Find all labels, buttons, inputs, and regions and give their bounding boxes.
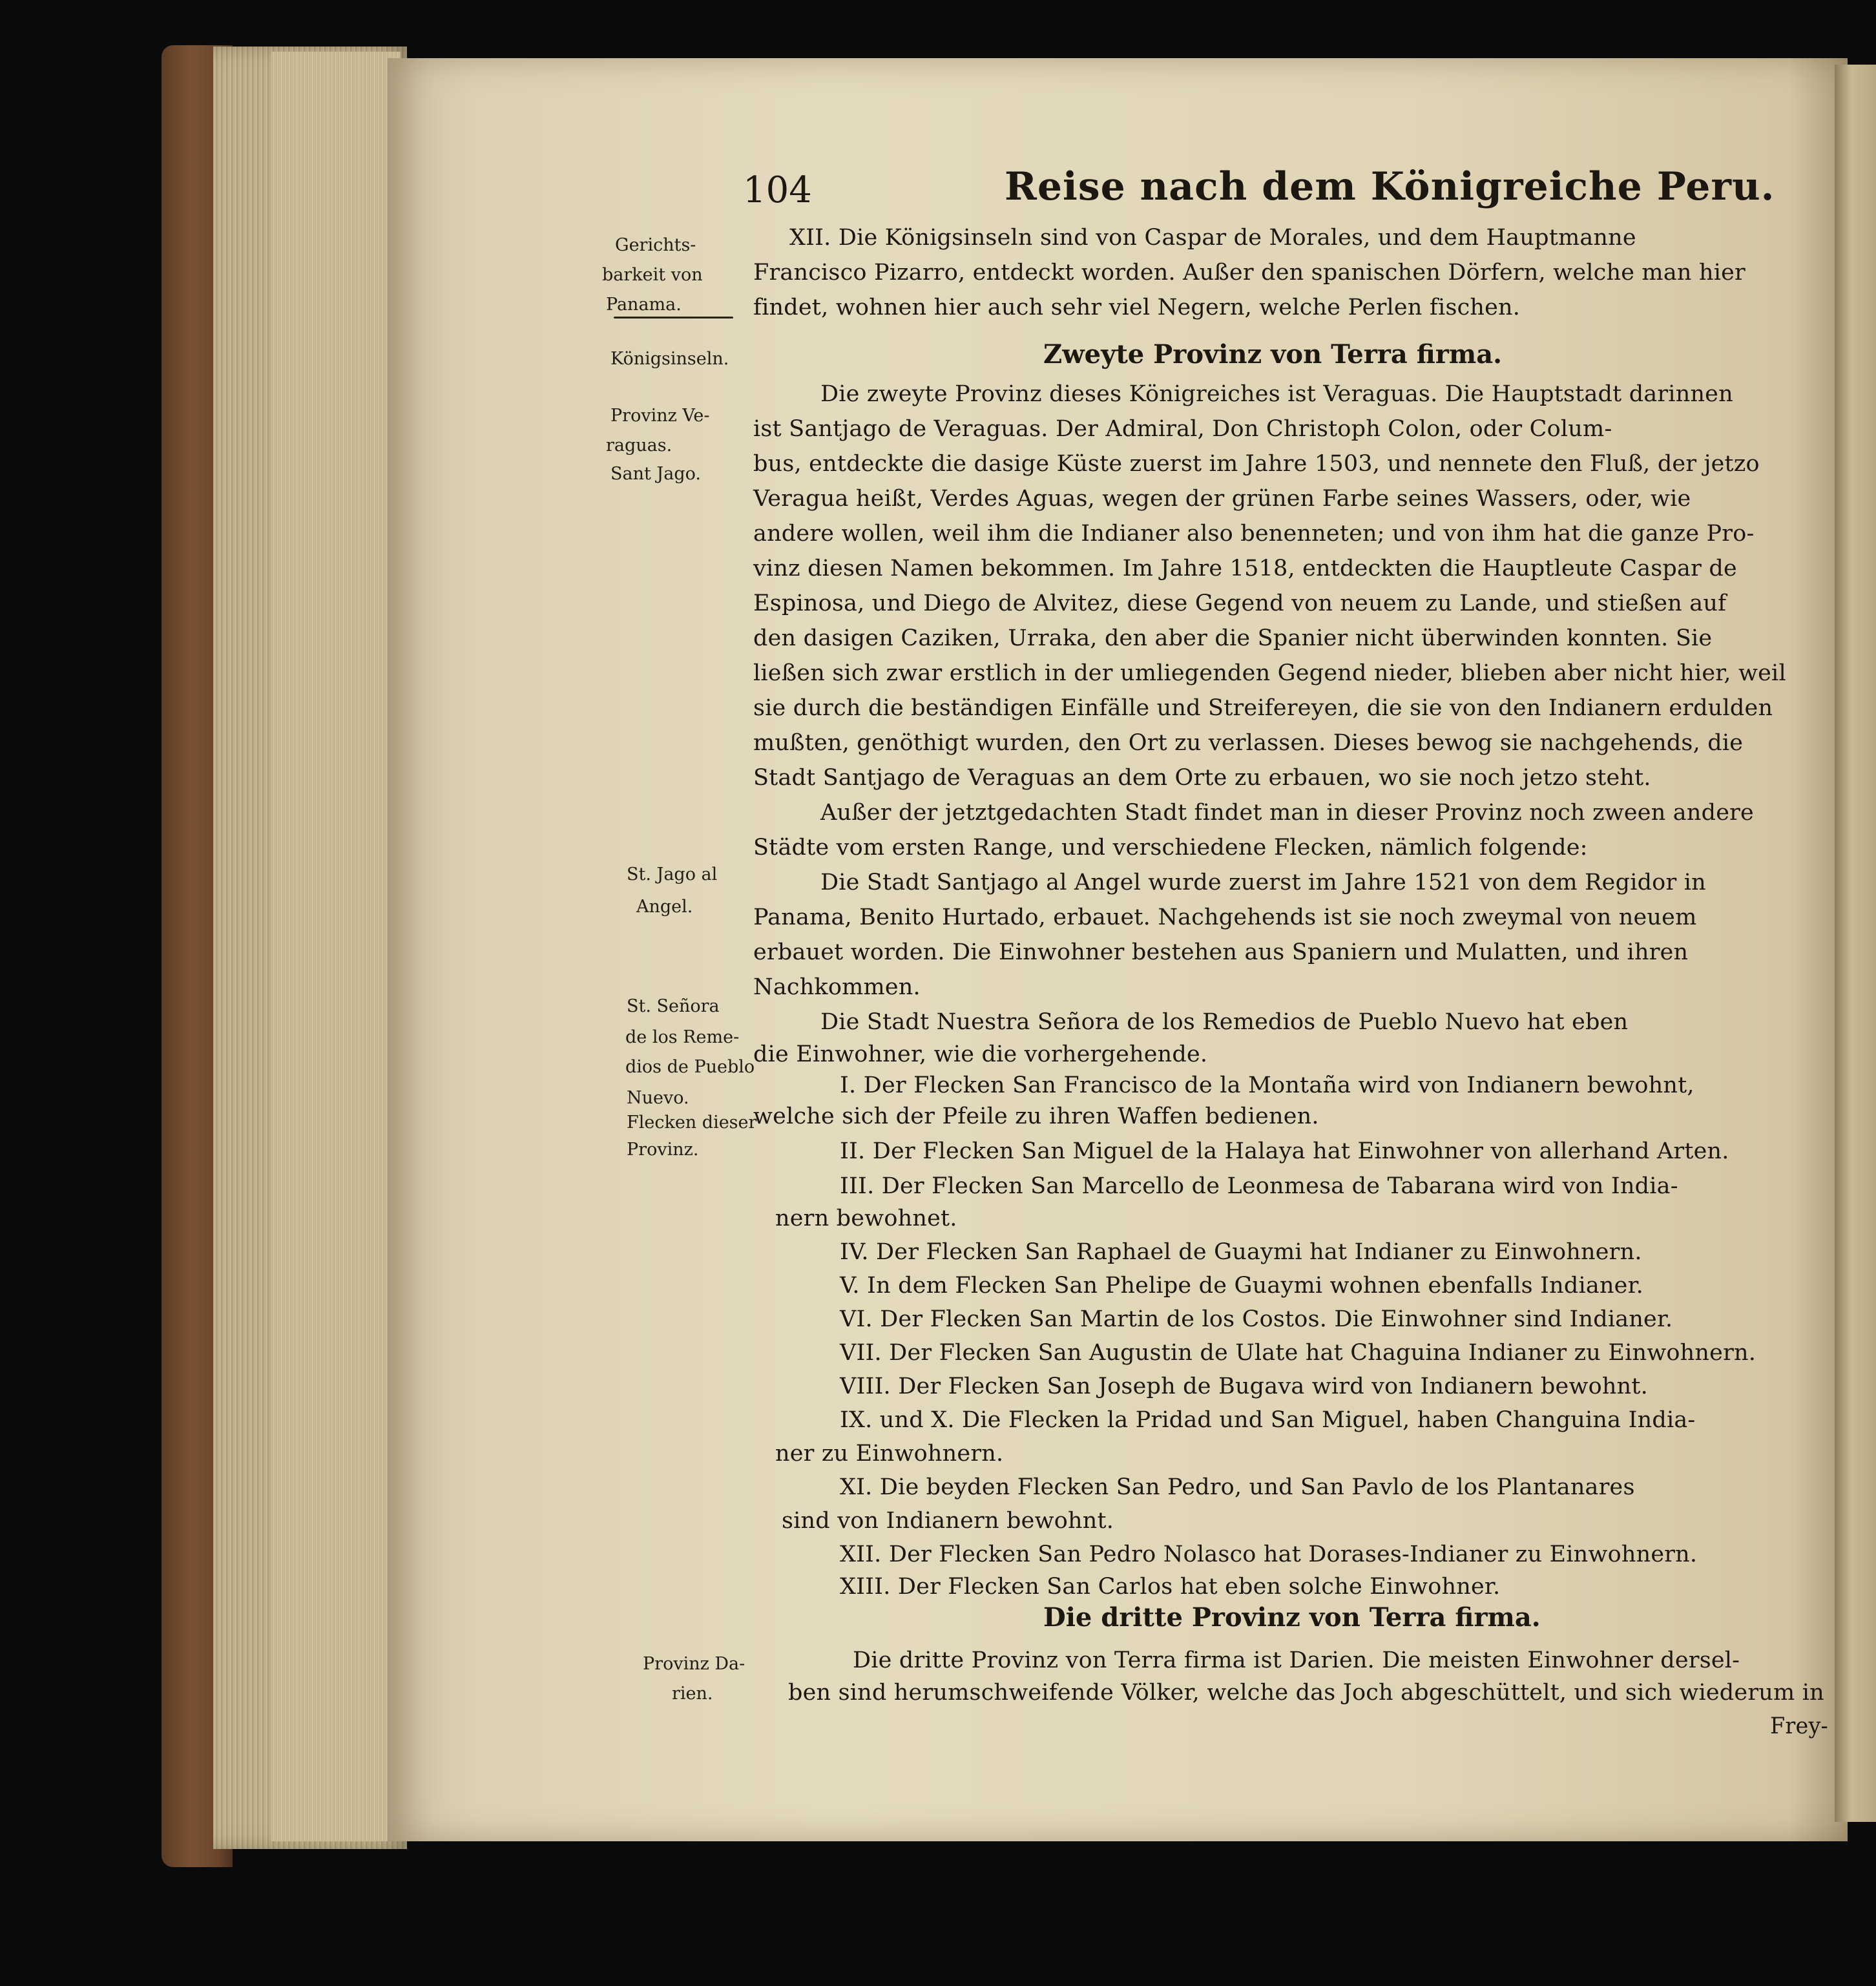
text-line: ist Santjago de Veraguas. Der Admiral, Don Christoph Colon, oder Colum- [753, 416, 1612, 442]
text-line: Die zweyte Provinz dieses Königreiches ist Veraguas. Die Hauptstadt darinnen [820, 381, 1733, 407]
margin-note: dios de Pueblo [625, 1057, 755, 1077]
margin-note: Angel. [636, 897, 693, 917]
section-heading: Die dritte Provinz von Terra firma. [1043, 1602, 1541, 1633]
text-line: ließen sich zwar erstlich in der umliegenden Gegend nieder, blieben aber nicht hier, weil [753, 660, 1786, 686]
text-line: vinz diesen Namen bekommen. Im Jahre 1518, entdeckten die Hauptleute Caspar de [753, 556, 1737, 581]
running-title: Reise nach dem Königreiche Peru. [1005, 164, 1775, 209]
text-line: XIII. Der Flecken San Carlos hat eben solche Einwohner. [840, 1574, 1501, 1600]
text-line: Stadt Santjago de Veraguas an dem Orte zu erbauen, wo sie noch jetzo steht. [753, 765, 1651, 791]
text-line: Städte vom ersten Range, und verschiedene Flecken, nämlich folgende: [753, 835, 1588, 861]
margin-note: Provinz. [627, 1140, 699, 1160]
text-line: I. Der Flecken San Francisco de la Montaña wird von Indianern bewohnt, [840, 1072, 1694, 1098]
page-block-edge-inner [271, 52, 401, 1841]
margin-note-underline [614, 317, 733, 319]
text-line: andere wollen, weil ihm die Indianer also benenneten; und von ihm hat die ganze Pro- [753, 521, 1755, 547]
text-line: welche sich der Pfeile zu ihren Waffen bedienen. [753, 1103, 1319, 1129]
text-line: die Einwohner, wie die vorhergehende. [753, 1041, 1208, 1067]
text-line: VI. Der Flecken San Martin de los Costos. Die Einwohner sind Indianer. [840, 1306, 1673, 1332]
margin-note: St. Señora [627, 996, 720, 1016]
text-line: III. Der Flecken San Marcello de Leonmesa de Tabarana wird von India- [840, 1173, 1678, 1199]
margin-note: raguas. [606, 435, 672, 455]
text-line: V. In dem Flecken San Phelipe de Guaymi wohnen ebenfalls Indianer. [840, 1273, 1644, 1299]
text-line: Panama, Benito Hurtado, erbauet. Nachgehends ist sie noch zweymal von neuem [753, 904, 1697, 930]
text-line: sie durch die beständigen Einfälle und Streifereyen, die sie von den Indianern erdulden [753, 695, 1773, 721]
margin-note: Nuevo. [627, 1088, 689, 1108]
margin-note: barkeit von [602, 265, 703, 285]
text-line: IV. Der Flecken San Raphael de Guaymi hat Indianer zu Einwohnern. [840, 1239, 1642, 1265]
text-line: II. Der Flecken San Miguel de la Halaya hat Einwohner von allerhand Arten. [840, 1138, 1729, 1164]
page-number: 104 [743, 169, 812, 211]
margin-note: Gerichts- [615, 235, 696, 255]
text-line: Espinosa, und Diego de Alvitez, diese Gegend von neuem zu Lande, und stießen auf [753, 591, 1727, 616]
text-line: XI. Die beyden Flecken San Pedro, und San Pavlo de los Plantanares [840, 1474, 1635, 1500]
text-line: Francisco Pizarro, entdeckt worden. Außer den spanischen Dörfern, welche man hier [753, 260, 1746, 286]
text-line: Die Stadt Nuestra Señora de los Remedios de Pueblo Nuevo hat eben [820, 1009, 1629, 1035]
text-line: bus, entdeckte die dasige Küste zuerst im Jahre 1503, und nennete den Fluß, der jetzo [753, 451, 1760, 477]
margin-note: Provinz Ve- [610, 406, 710, 426]
margin-note: Panama. [606, 295, 682, 315]
margin-note: Provinz Da- [643, 1654, 745, 1674]
margin-note: rien. [672, 1684, 713, 1704]
text-line: ben sind herumschweifende Völker, welche das Joch abgeschüttelt, und sich wiederum in [788, 1680, 1824, 1706]
margin-note: Königsinseln. [610, 349, 729, 369]
text-line: XII. Die Königsinseln sind von Caspar de Morales, und dem Hauptmanne [789, 225, 1636, 251]
text-line: Außer der jetztgedachten Stadt findet man in dieser Provinz noch zween andere [820, 800, 1754, 826]
text-line: VIII. Der Flecken San Joseph de Bugava wird von Indianern bewohnt. [840, 1374, 1648, 1399]
text-line: IX. und X. Die Flecken la Pridad und San Miguel, haben Changuina India- [840, 1407, 1696, 1433]
text-line: Die dritte Provinz von Terra firma ist Darien. Die meisten Einwohner dersel- [853, 1647, 1740, 1673]
text-line: Veragua heißt, Verdes Aguas, wegen der grünen Farbe seines Wassers, oder, wie [753, 486, 1691, 512]
text-line: VII. Der Flecken San Augustin de Ulate hat Chaguina Indianer zu Einwohnern. [840, 1340, 1756, 1366]
text-line: Nachkommen. [753, 974, 921, 1000]
margin-note: Flecken dieser [627, 1113, 757, 1133]
margin-note: de los Reme- [625, 1027, 740, 1047]
text-line: ner zu Einwohnern. [775, 1441, 1004, 1467]
text-line: XII. Der Flecken San Pedro Nolasco hat Dorases-Indianer zu Einwohnern. [840, 1542, 1698, 1567]
text-line: den dasigen Caziken, Urraka, den aber die Spanier nicht überwinden konnten. Sie [753, 625, 1713, 651]
catchword: Frey- [1770, 1713, 1828, 1739]
text-line: sind von Indianern bewohnt. [782, 1508, 1114, 1534]
section-heading: Zweyte Provinz von Terra firma. [1043, 339, 1503, 370]
text-line: nern bewohnet. [775, 1206, 957, 1231]
margin-note: Sant Jago. [610, 464, 701, 484]
facing-page-edge [1835, 65, 1876, 1822]
text-line: erbauet worden. Die Einwohner bestehen aus Spaniern und Mulatten, und ihren [753, 939, 1689, 965]
text-line: Die Stadt Santjago al Angel wurde zuerst im Jahre 1521 von dem Regidor in [820, 870, 1706, 895]
text-line: findet, wohnen hier auch sehr viel Negern, welche Perlen fischen. [753, 295, 1521, 320]
text-line: mußten, genöthigt wurden, den Ort zu verlassen. Dieses bewog sie nachgehends, die [753, 730, 1744, 756]
margin-note: St. Jago al [627, 864, 718, 884]
